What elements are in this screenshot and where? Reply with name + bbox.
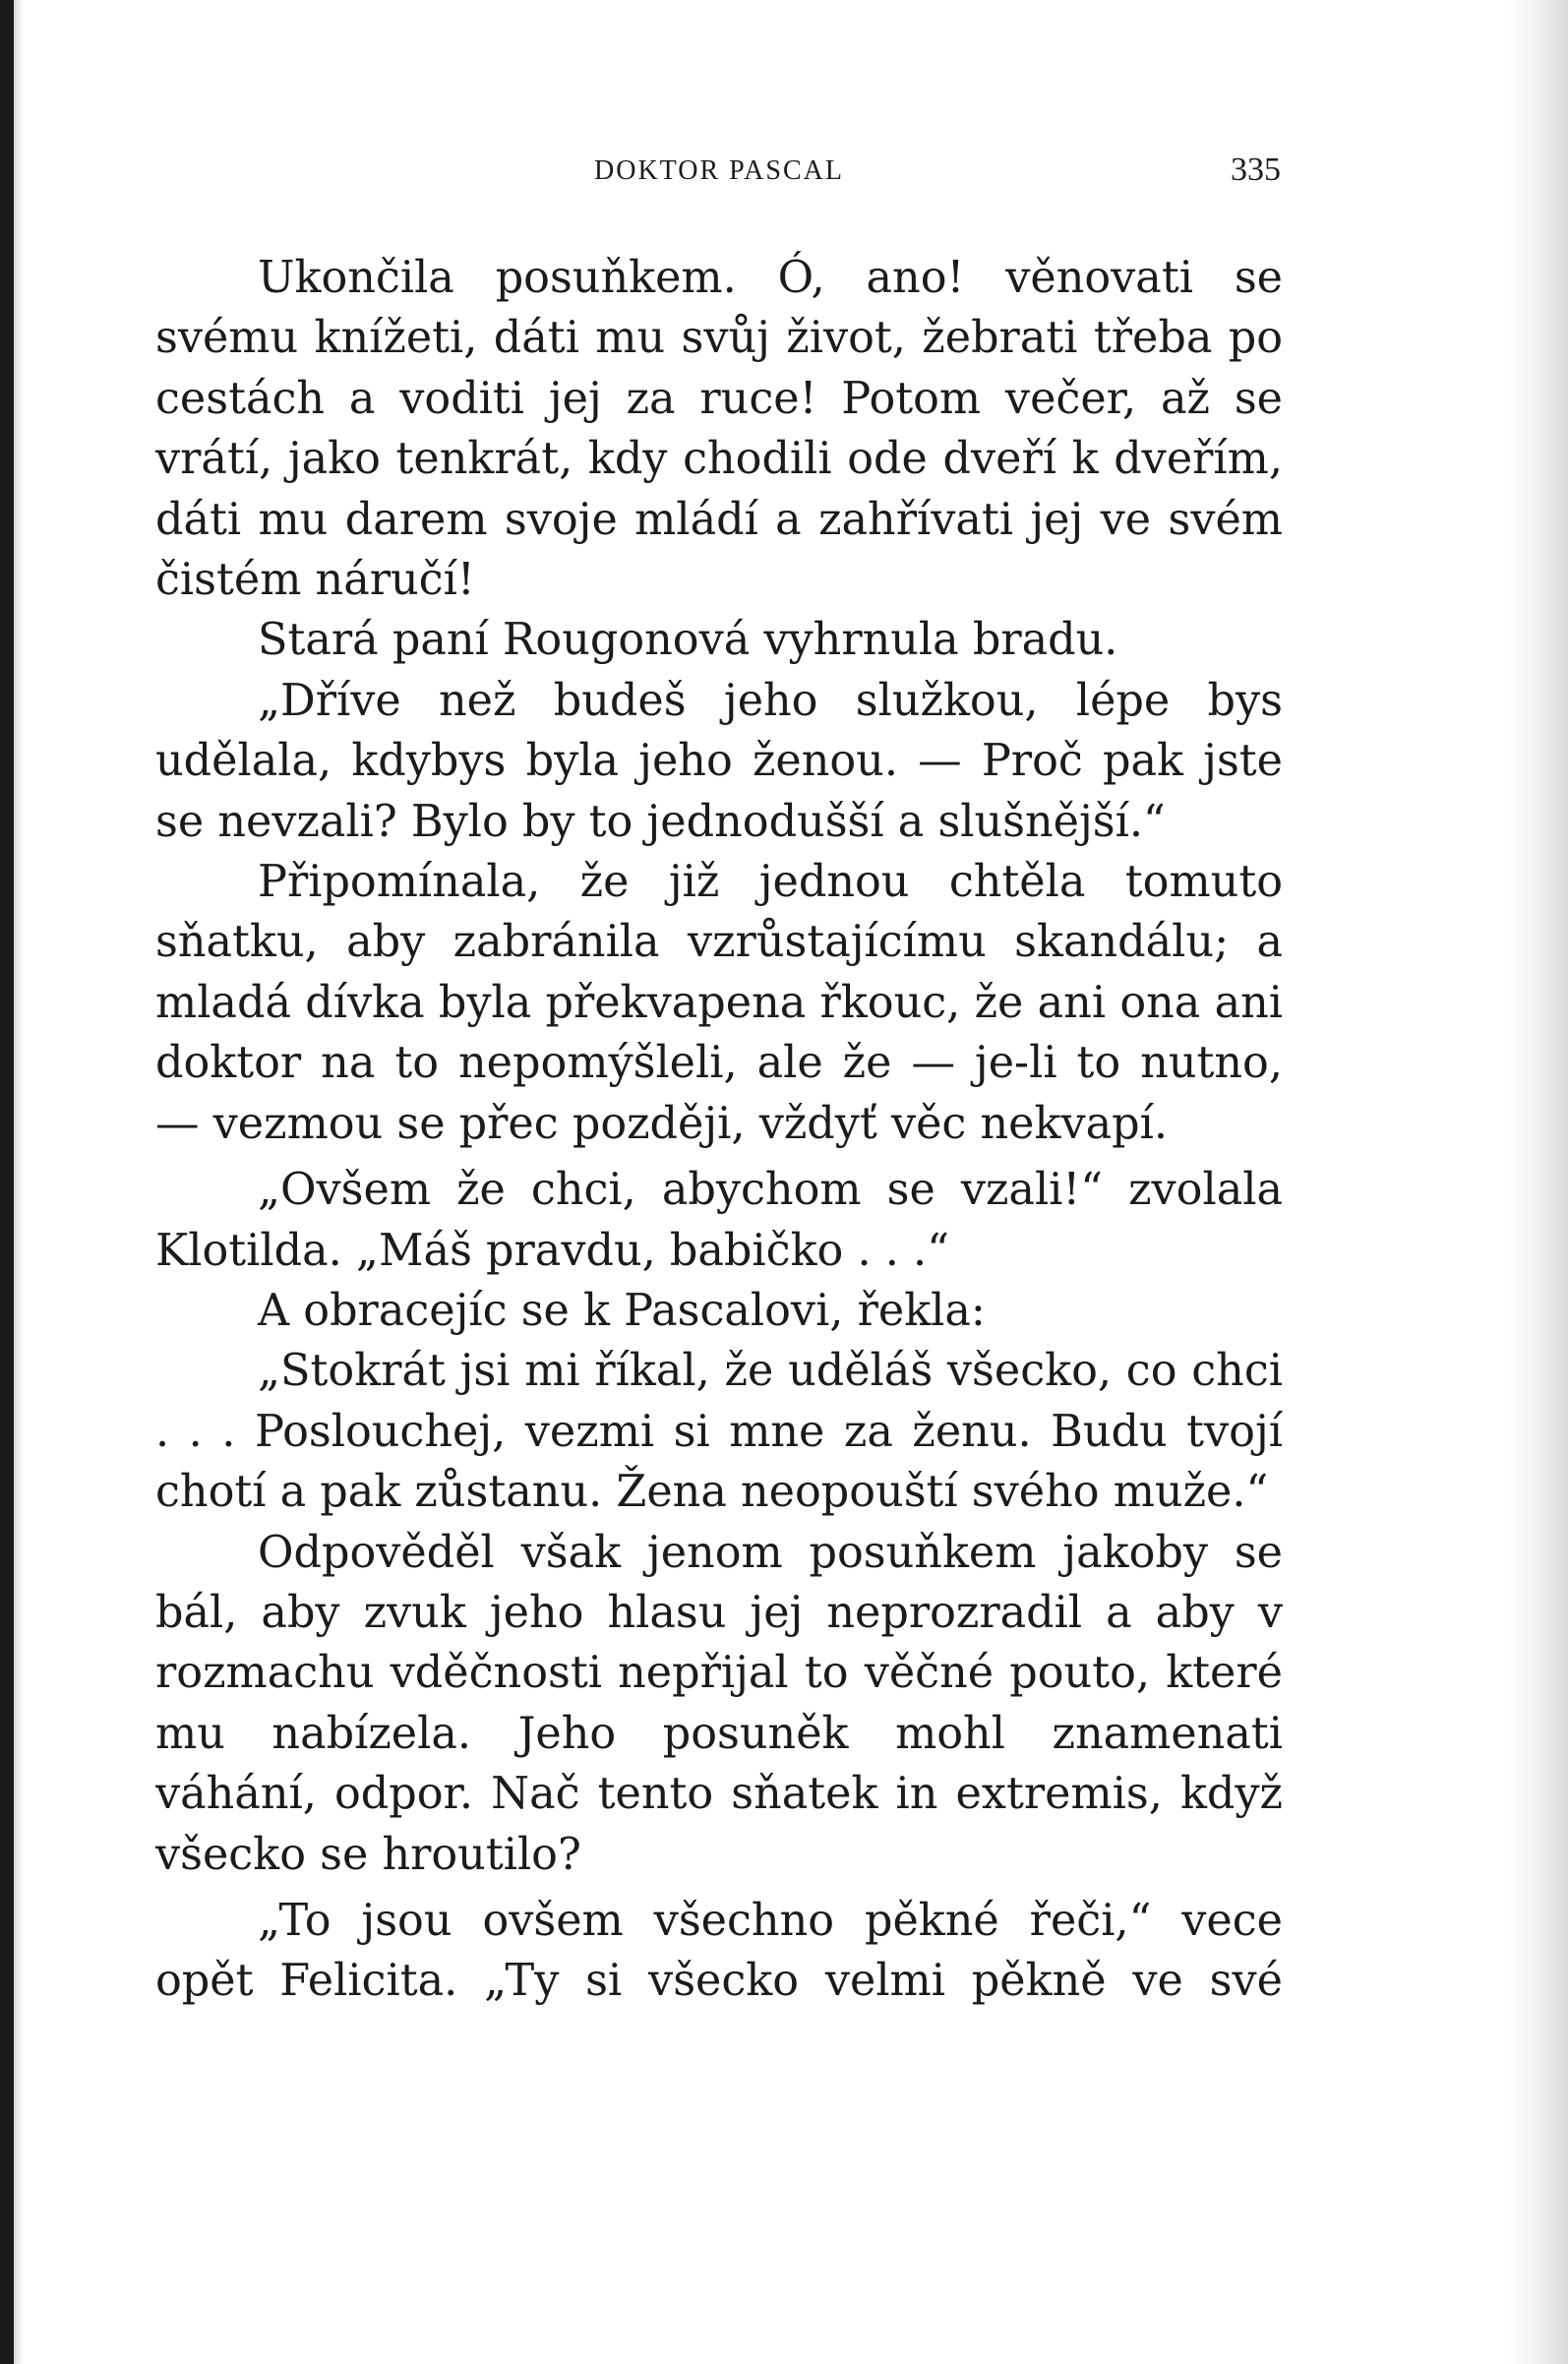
scan-left-edge: [0, 0, 14, 2364]
paragraph: Připomínala, že již jednou chtěla tomuto sňatku, aby zabránila vzrůstajícímu skandálu; a mladá dívka byla překvapena řkouc, že ani ona ani doktor na to nepomýšleli, ale že — je-li to nutno, — vezmou se přec později, vždyť věc nekvapí.: [155, 857, 1283, 1149]
paragraph: „Stokrát jsi mi říkal, že uděláš všecko, co chci . . . Poslouchej, vezmi si mne za ženu. Budu tvojí chotí a pak zůstanu. Žena neopouští svého muže.“: [155, 1346, 1283, 1518]
running-head: [155, 148, 1283, 197]
paragraph: „Ovšem že chci, abychom se vzali!“ zvolala Klotilda. „Máš pravdu, babičko . . .“: [155, 1165, 1283, 1276]
paragraph: „To jsou ovšem všechno pěkné řeči,“ vece opět Felicita. „Ty si všecko velmi pěkně ve své: [155, 1895, 1283, 2007]
scan-right-edge: [1509, 0, 1568, 2364]
paragraph: Stará paní Rougonová vyhrnula bradu.: [258, 615, 1118, 666]
page-number: 335: [1231, 152, 1281, 188]
paragraph: Ukončila posuňkem. Ó, ano! věnovati se svému knížeti, dáti mu svůj život, žebrati třeba po cestách a voditi jej za ruce! Potom večer, až se vrátí, jako tenkrát, kdy chodili ode dveří k dveřím, dáti mu darem svoje mládí a zahřívati jej ve svém čistém náručí!: [155, 253, 1283, 606]
paragraph: Odpověděl však jenom posuňkem jakoby se bál, aby zvuk jeho hlasu jej neprozradil a aby v rozmachu vděčnosti nepřijal to věčné pouto, které mu nabízela. Jeho posuněk mohl znamenati váhání, odpor. Nač tento sňatek in extremis, když všecko se hroutilo?: [155, 1527, 1283, 1880]
body-text: [155, 248, 1283, 2012]
running-title: DOKTOR PASCAL: [594, 155, 844, 186]
book-page: [155, 148, 1283, 2263]
paragraph: „Dříve než budeš jeho služkou, lépe bys udělala, kdybys byla jeho ženou. — Proč pak jste se nevzali? Bylo by to jednodušší a slušnější.“: [155, 675, 1283, 847]
paragraph: A obracejíc se k Pascalovi, řekla:: [258, 1285, 986, 1336]
